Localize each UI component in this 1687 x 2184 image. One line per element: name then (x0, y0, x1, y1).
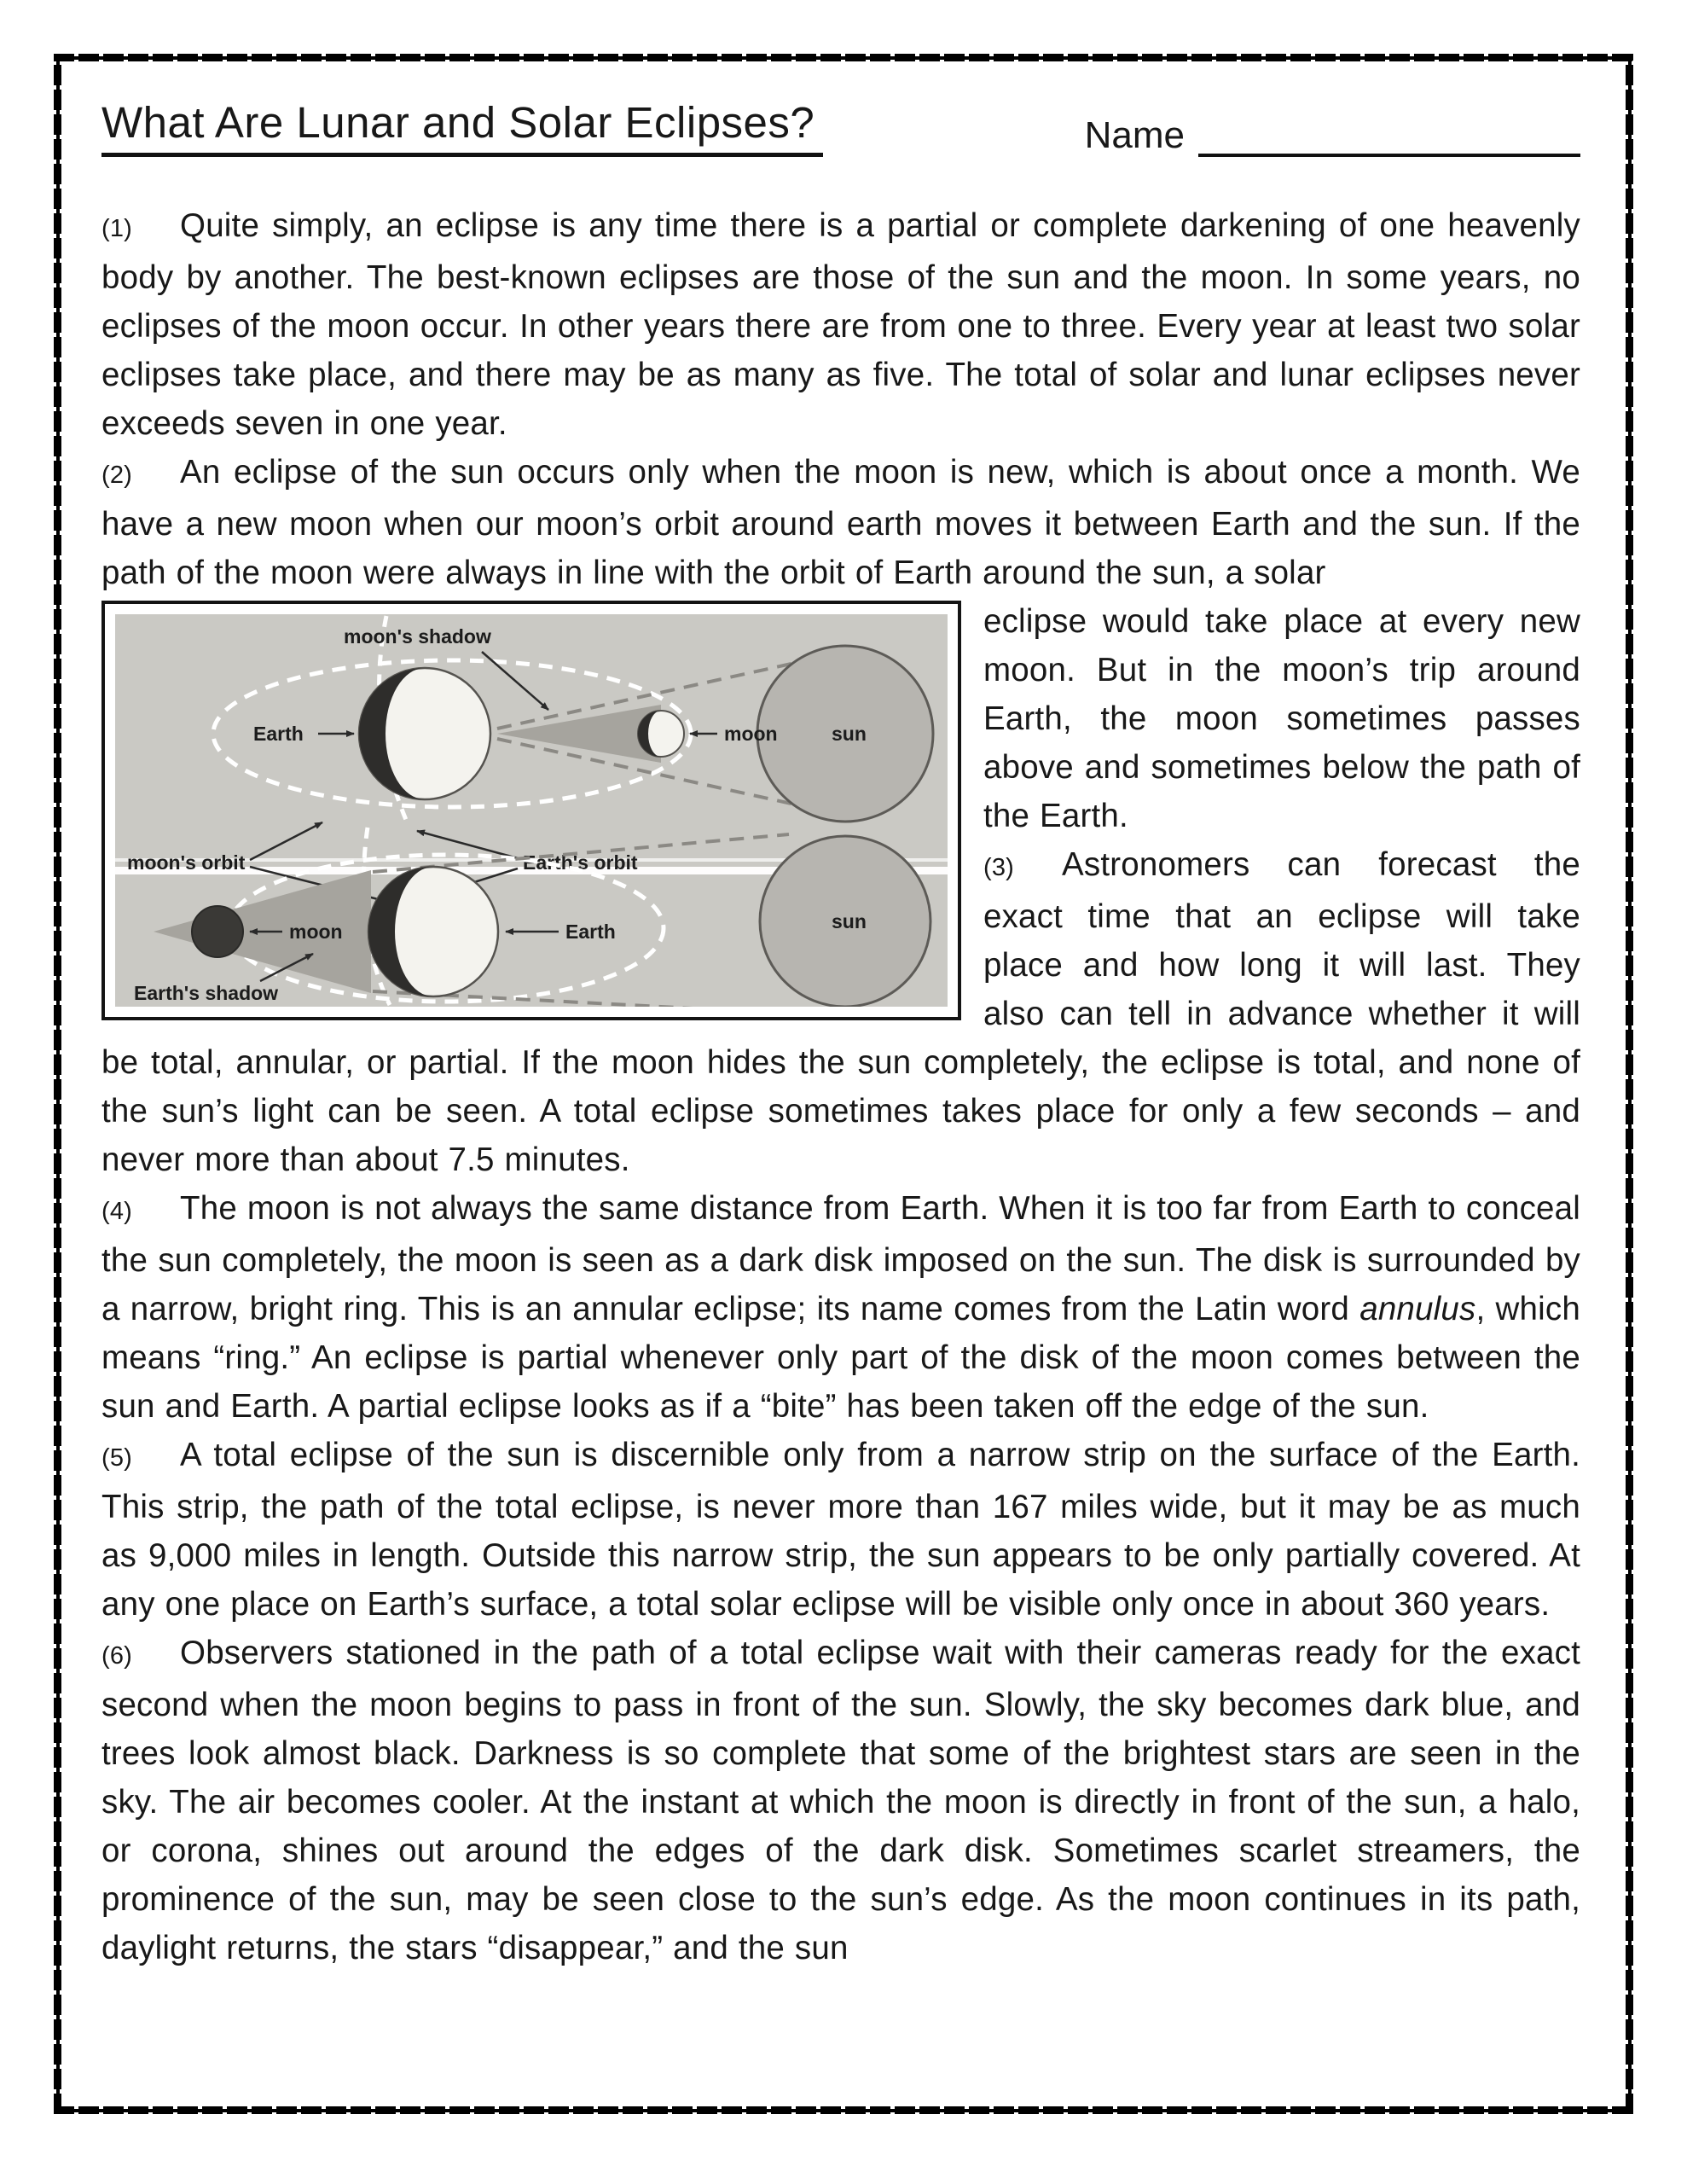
paragraph-2-part1 (101, 448, 1580, 597)
paragraph-1 (101, 201, 1580, 448)
article-body (101, 201, 1580, 1972)
moon-bottom (192, 906, 243, 957)
name-blank-line[interactable] (1198, 113, 1580, 157)
paragraph-3-text: Astronomers can forecast the exact time that an eclipse will take place and how long it will last. They also can tell in advance whether it will be total, annular, or partial. If the moon hides the sun completely, the eclipse is total, and none of the sun’s light can be seen. A total eclipse sometimes takes place for only a few seconds – and never more than about 7.5 minutes. (101, 846, 1580, 1178)
page-content (61, 61, 1626, 2106)
border-right (1626, 54, 1633, 2114)
border-top (54, 54, 1633, 61)
paragraph-3-number: (3) (983, 854, 1015, 881)
paragraph-2-text-before-figure: An eclipse of the sun occurs only when the moon is new, which is about once a month. We have a new moon when our moon’s orbit around earth moves it between Earth and the sun. If the path of the moon were always in line with the orbit of Earth around the sun, a solar (101, 454, 1580, 591)
paragraph-4-number: (4) (101, 1198, 133, 1225)
moon-top-label: moon (724, 723, 778, 745)
paragraph-6-number: (6) (101, 1642, 133, 1670)
paragraph-6-text: Observers stationed in the path of a total eclipse wait with their cameras ready for the exact second when the moon begins to pass in front of the sun. Slowly, the sky becomes dark blue, and trees look almost black. Darkness is so complete that some of the brightest stars are seen in the sky. The air becomes cooler. At the instant at which the moon is directly in front of the sun, a halo, or corona, shines out around the edges of the dark disk. Sometimes scarlet streamers, the prominence of the sun, may be seen close to the sun’s edge. As the moon continues in its path, daylight returns, the stars “disappear,” and the sun (101, 1635, 1580, 1966)
paragraph-1-number: (1) (101, 215, 133, 242)
name-field (1085, 113, 1580, 157)
border-bottom (54, 2106, 1633, 2114)
paragraph-2-text-beside-figure: eclipse would take place at every new moon. But in the moon’s trip around Earth, the moon sometimes passes above and sometimes below the path of the Earth. (983, 603, 1580, 834)
page-title: What Are Lunar and Solar Eclipses? (101, 97, 823, 157)
earths-shadow-label: Earth's shadow (134, 982, 279, 1004)
eclipse-diagram-figure (101, 601, 961, 1020)
name-label: Name (1084, 114, 1185, 156)
decorative-border-frame (54, 54, 1633, 2114)
sun-bottom-label: sun (832, 910, 867, 932)
paragraph-1-text: Quite simply, an eclipse is any time there is a partial or complete darkening of one heavenly body by another. The best-known eclipses are those of the sun and the moon. In some years, no eclipses of the moon occur. In other years there are from one to three. Every year at least two solar eclipses take place, and there may be as many as five. The total of solar and lunar eclipses never exceeds seven in one year. (101, 207, 1580, 442)
moons-orbit-label: moon's orbit (127, 851, 246, 874)
paragraph-5 (101, 1431, 1580, 1629)
paragraph-4-text-before-italic: The moon is not always the same distance from Earth. When it is too far from Earth to conceal the sun completely, the moon is seen as a dark disk imposed on the sun. The disk is surrounded by a narrow, bright ring. This is an annular eclipse; its name comes from the Latin word (101, 1190, 1580, 1327)
moons-shadow-label: moon's shadow (344, 625, 491, 648)
earth-bottom-label: Earth (565, 921, 616, 943)
moon-bottom-label: moon (289, 921, 343, 943)
sun-top-label: sun (832, 723, 867, 745)
border-left (54, 54, 61, 2114)
earth-top-label: Earth (253, 723, 304, 745)
paragraph-5-text: A total eclipse of the sun is discernible only from a narrow strip on the surface of the Earth. This strip, the path of the total eclipse, is never more than 167 miles wide, but it may be as much as 9,000 miles in length. Outside this narrow strip, the sun appears to be only partially covered. At any one place on Earth’s surface, a total solar eclipse will be visible only once in about 360 years. (101, 1437, 1580, 1623)
eclipse-diagram (115, 614, 948, 1007)
paragraph-5-number: (5) (101, 1444, 133, 1472)
paragraph-6 (101, 1629, 1580, 1972)
earths-orbit-label: Earth's orbit (523, 851, 638, 874)
paragraph-4-italic-word: annulus (1359, 1291, 1476, 1327)
paragraph-4 (101, 1184, 1580, 1431)
paragraph-2-number: (2) (101, 462, 133, 489)
paragraph-4-text-after-italic: , which means “ring.” An eclipse is partial whenever only part of the disk of the moon comes between the sun and Earth. A partial eclipse looks as if a “bite” has been taken off the edge of the sun. (101, 1291, 1580, 1425)
title-row (101, 97, 1580, 157)
